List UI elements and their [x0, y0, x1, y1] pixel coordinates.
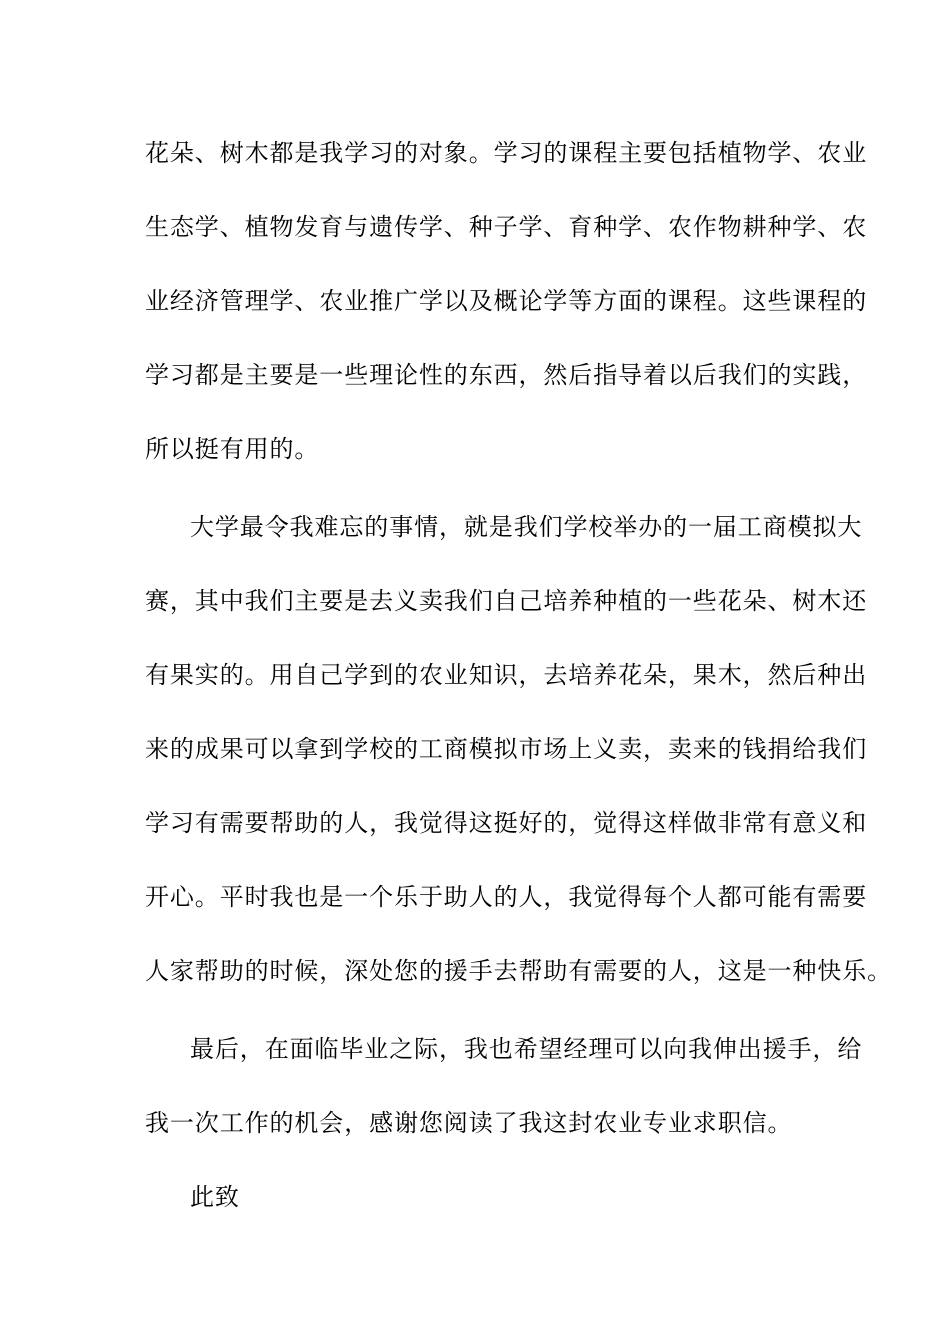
text-line: 赛，其中我们主要是去义卖我们自己培养种植的一些花朵、树木还 [145, 587, 868, 615]
text-line: 花朵、树木都是我学习的对象。学习的课程主要包括植物学、农业 [145, 139, 868, 167]
text-line: 我一次工作的机会，感谢您阅读了我这封农业专业求职信。 [145, 1109, 793, 1137]
text-line: 所以挺有用的。 [145, 435, 320, 463]
closing-salutation: 此致 [190, 1183, 240, 1211]
paragraph-first-line: 大学最令我难忘的事情，就是我们学校举办的一届工商模拟大 [190, 513, 863, 541]
paragraph-first-line: 最后，在面临毕业之际，我也希望经理可以向我伸出援手，给 [190, 1035, 863, 1063]
text-line: 来的成果可以拿到学校的工商模拟市场上义卖，卖来的钱捐给我们 [145, 735, 868, 763]
text-line: 业经济管理学、农业推广学以及概论学等方面的课程。这些课程的 [145, 287, 868, 315]
text-line: 学习都是主要是一些理论性的东西，然后指导着以后我们的实践， [145, 361, 868, 389]
text-line: 有果实的。用自己学到的农业知识，去培养花朵，果木，然后种出 [145, 661, 868, 689]
text-line: 生态学、植物发育与遗传学、种子学、育种学、农作物耕种学、农 [145, 213, 868, 241]
text-line: 人家帮助的时候，深处您的援手去帮助有需要的人，这是一种快乐。 [145, 957, 892, 985]
text-line: 学习有需要帮助的人，我觉得这挺好的，觉得这样做非常有意义和 [145, 809, 868, 837]
text-line: 开心。平时我也是一个乐于助人的人，我觉得每个人都可能有需要 [145, 883, 868, 911]
